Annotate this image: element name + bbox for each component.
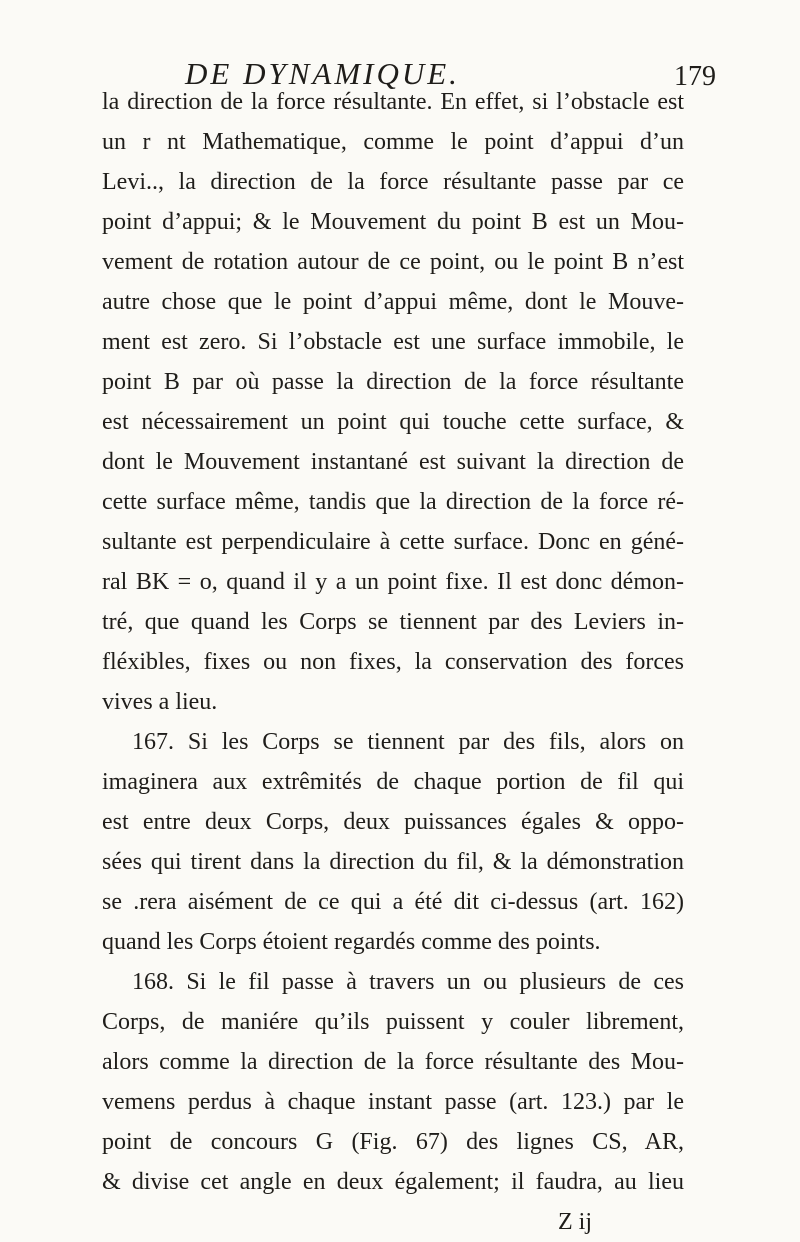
text-line: vives a lieu.	[102, 689, 218, 715]
text-line: vemens perdus à chaque instant passe (art. 123.) par le	[102, 1089, 684, 1115]
text-line: se .rera aisément de ce qui a été dit ci-dessus (art. 162)	[102, 889, 684, 915]
text-line: point B par où passe la direction de la force résultante	[102, 369, 684, 395]
article-168-line: 168. Si le fil passe à travers un ou plusieurs de ces	[132, 969, 684, 995]
text-line: est nécessairement un point qui touche cette surface, &	[102, 409, 684, 435]
text-line: Corps, de maniére qu’ils puissent y couler librement,	[102, 1009, 684, 1035]
text-line: point d’appui; & le Mouvement du point B est un Mou-	[102, 209, 684, 235]
text-line: cette surface même, tandis que la direction de la force ré-	[102, 489, 684, 515]
text-line: imaginera aux extrêmités de chaque portion de fil qui	[102, 769, 684, 795]
text-line: sultante est perpendiculaire à cette surface. Donc en géné-	[102, 529, 684, 555]
text-line: ral BK = o, quand il y a un point fixe. Il est donc démon-	[102, 569, 684, 595]
text-line: Levi.., la direction de la force résultante passe par ce	[102, 169, 684, 195]
text-line: ment est zero. Si l’obstacle est une surface immobile, le	[102, 329, 684, 355]
text-line: tré, que quand les Corps se tiennent par des Leviers in-	[102, 609, 684, 635]
text-line: un r nt Mathematique, comme le point d’appui d’un	[102, 129, 684, 155]
text-line: quand les Corps étoient regardés comme des points.	[102, 929, 601, 955]
text-line: point de concours G (Fig. 67) des lignes CS, AR,	[102, 1129, 684, 1155]
text-line: sées qui tirent dans la direction du fil, & la démonstration	[102, 849, 684, 875]
running-title: DE DYNAMIQUE.	[185, 56, 460, 91]
text-line: vement de rotation autour de ce point, ou le point B n’est	[102, 249, 684, 275]
signature-mark: Z ij	[558, 1209, 592, 1235]
page-number: 179	[674, 61, 716, 92]
article-167-line: 167. Si les Corps se tiennent par des fils, alors on	[132, 729, 684, 755]
page-header	[0, 38, 800, 92]
text-line: autre chose que le point d’appui même, dont le Mouve-	[102, 289, 684, 315]
text-line: dont le Mouvement instantané est suivant la direction de	[102, 449, 684, 475]
text-line: est entre deux Corps, deux puissances égales & oppo-	[102, 809, 684, 835]
body-text	[102, 82, 684, 1242]
text-line: fléxibles, fixes ou non fixes, la conservation des forces	[102, 649, 684, 675]
text-line: alors comme la direction de la force résultante des Mou-	[102, 1049, 684, 1075]
text-line: la direction de la force résultante. En effet, si l’obstacle est	[102, 89, 684, 115]
text-line: & divise cet angle en deux également; il faudra, au lieu	[102, 1169, 684, 1195]
